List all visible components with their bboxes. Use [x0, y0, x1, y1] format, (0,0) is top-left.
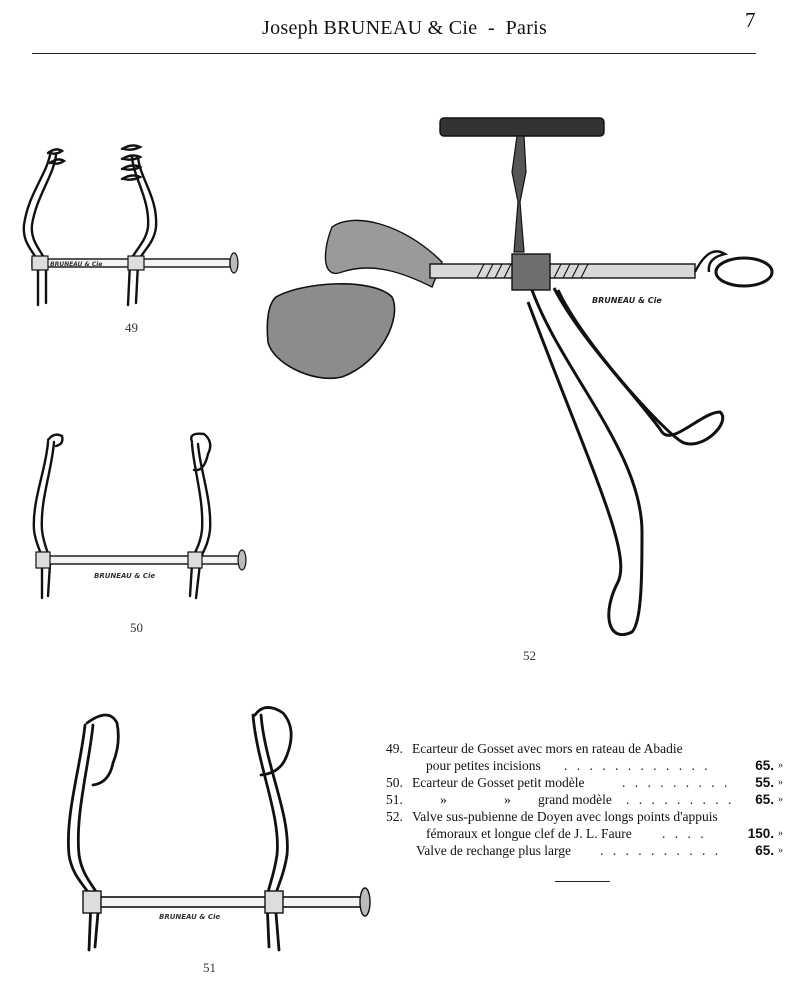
item-number: 49.: [386, 741, 403, 756]
item-price: 55.: [755, 775, 774, 790]
item-description: Ecarteur de Gosset avec mors en rateau de Abadie: [412, 741, 683, 756]
figure-51-illustration: [55, 705, 385, 960]
item-number: 51.: [386, 792, 403, 807]
item-description-cont: pour petites incisions: [426, 758, 541, 773]
figure-52-illustration: [262, 112, 782, 652]
item-description: Valve de rechange plus large: [416, 843, 571, 858]
item-price-unit: »: [778, 760, 783, 771]
list-item-49-cont: [386, 757, 786, 774]
closing-rule: [555, 881, 610, 882]
item-price: 65.: [755, 792, 774, 807]
item-price-unit: »: [778, 828, 783, 839]
item-description: Valve sus-pubienne de Doyen avec longs points d'appuis: [412, 809, 718, 824]
leader-dots: . . . . . . . . .: [622, 775, 731, 790]
list-item-51: [386, 791, 786, 808]
figure-52-label: 52: [523, 648, 536, 663]
item-price: 65.: [755, 758, 774, 773]
item-price: 150.: [747, 826, 774, 841]
header-rule: [32, 53, 756, 54]
item-number: 50.: [386, 775, 403, 790]
item-price: 65.: [755, 843, 774, 858]
figure-50-label: 50: [130, 620, 143, 635]
header-title: Joseph BRUNEAU & Cie - Paris: [262, 17, 548, 39]
ditto-mark-2: »: [504, 792, 511, 807]
item-number: 52.: [386, 809, 403, 824]
figure-49-stamp: BRUNEAU & Cie: [50, 261, 103, 268]
item-description-cont: fémoraux et longue clef de J. L. Faure: [426, 826, 632, 841]
leader-dots: . . . . . . . . . .: [600, 843, 722, 858]
leader-dots: . . . . . . . . . . . .: [564, 758, 711, 773]
ditto-mark-1: »: [440, 792, 447, 807]
list-item-replacement: [386, 842, 786, 859]
item-description: Ecarteur de Gosset petit modèle: [412, 775, 585, 790]
figure-49-label: 49: [125, 320, 138, 335]
leader-dots: . . . .: [662, 826, 707, 841]
price-list: [386, 740, 786, 859]
figure-50-illustration: [20, 430, 250, 605]
figure-52-stamp: BRUNEAU & Cie: [592, 296, 662, 305]
figure-50-stamp: BRUNEAU & Cie: [94, 572, 156, 580]
list-item-49: [386, 740, 786, 757]
list-item-50: [386, 774, 786, 791]
item-price-unit: »: [778, 794, 783, 805]
page-header: [0, 0, 800, 60]
item-price-unit: »: [778, 845, 783, 856]
list-item-52: [386, 808, 786, 825]
item-description: grand modèle: [538, 792, 612, 807]
figure-51-label: 51: [203, 960, 216, 975]
leader-dots: . . . . . . . . .: [626, 792, 735, 807]
list-item-52-cont: [386, 825, 786, 842]
item-price-unit: »: [778, 777, 783, 788]
figure-49-illustration: [10, 135, 250, 315]
figure-51-stamp: BRUNEAU & Cie: [159, 913, 221, 921]
page-number: 7: [745, 8, 756, 32]
